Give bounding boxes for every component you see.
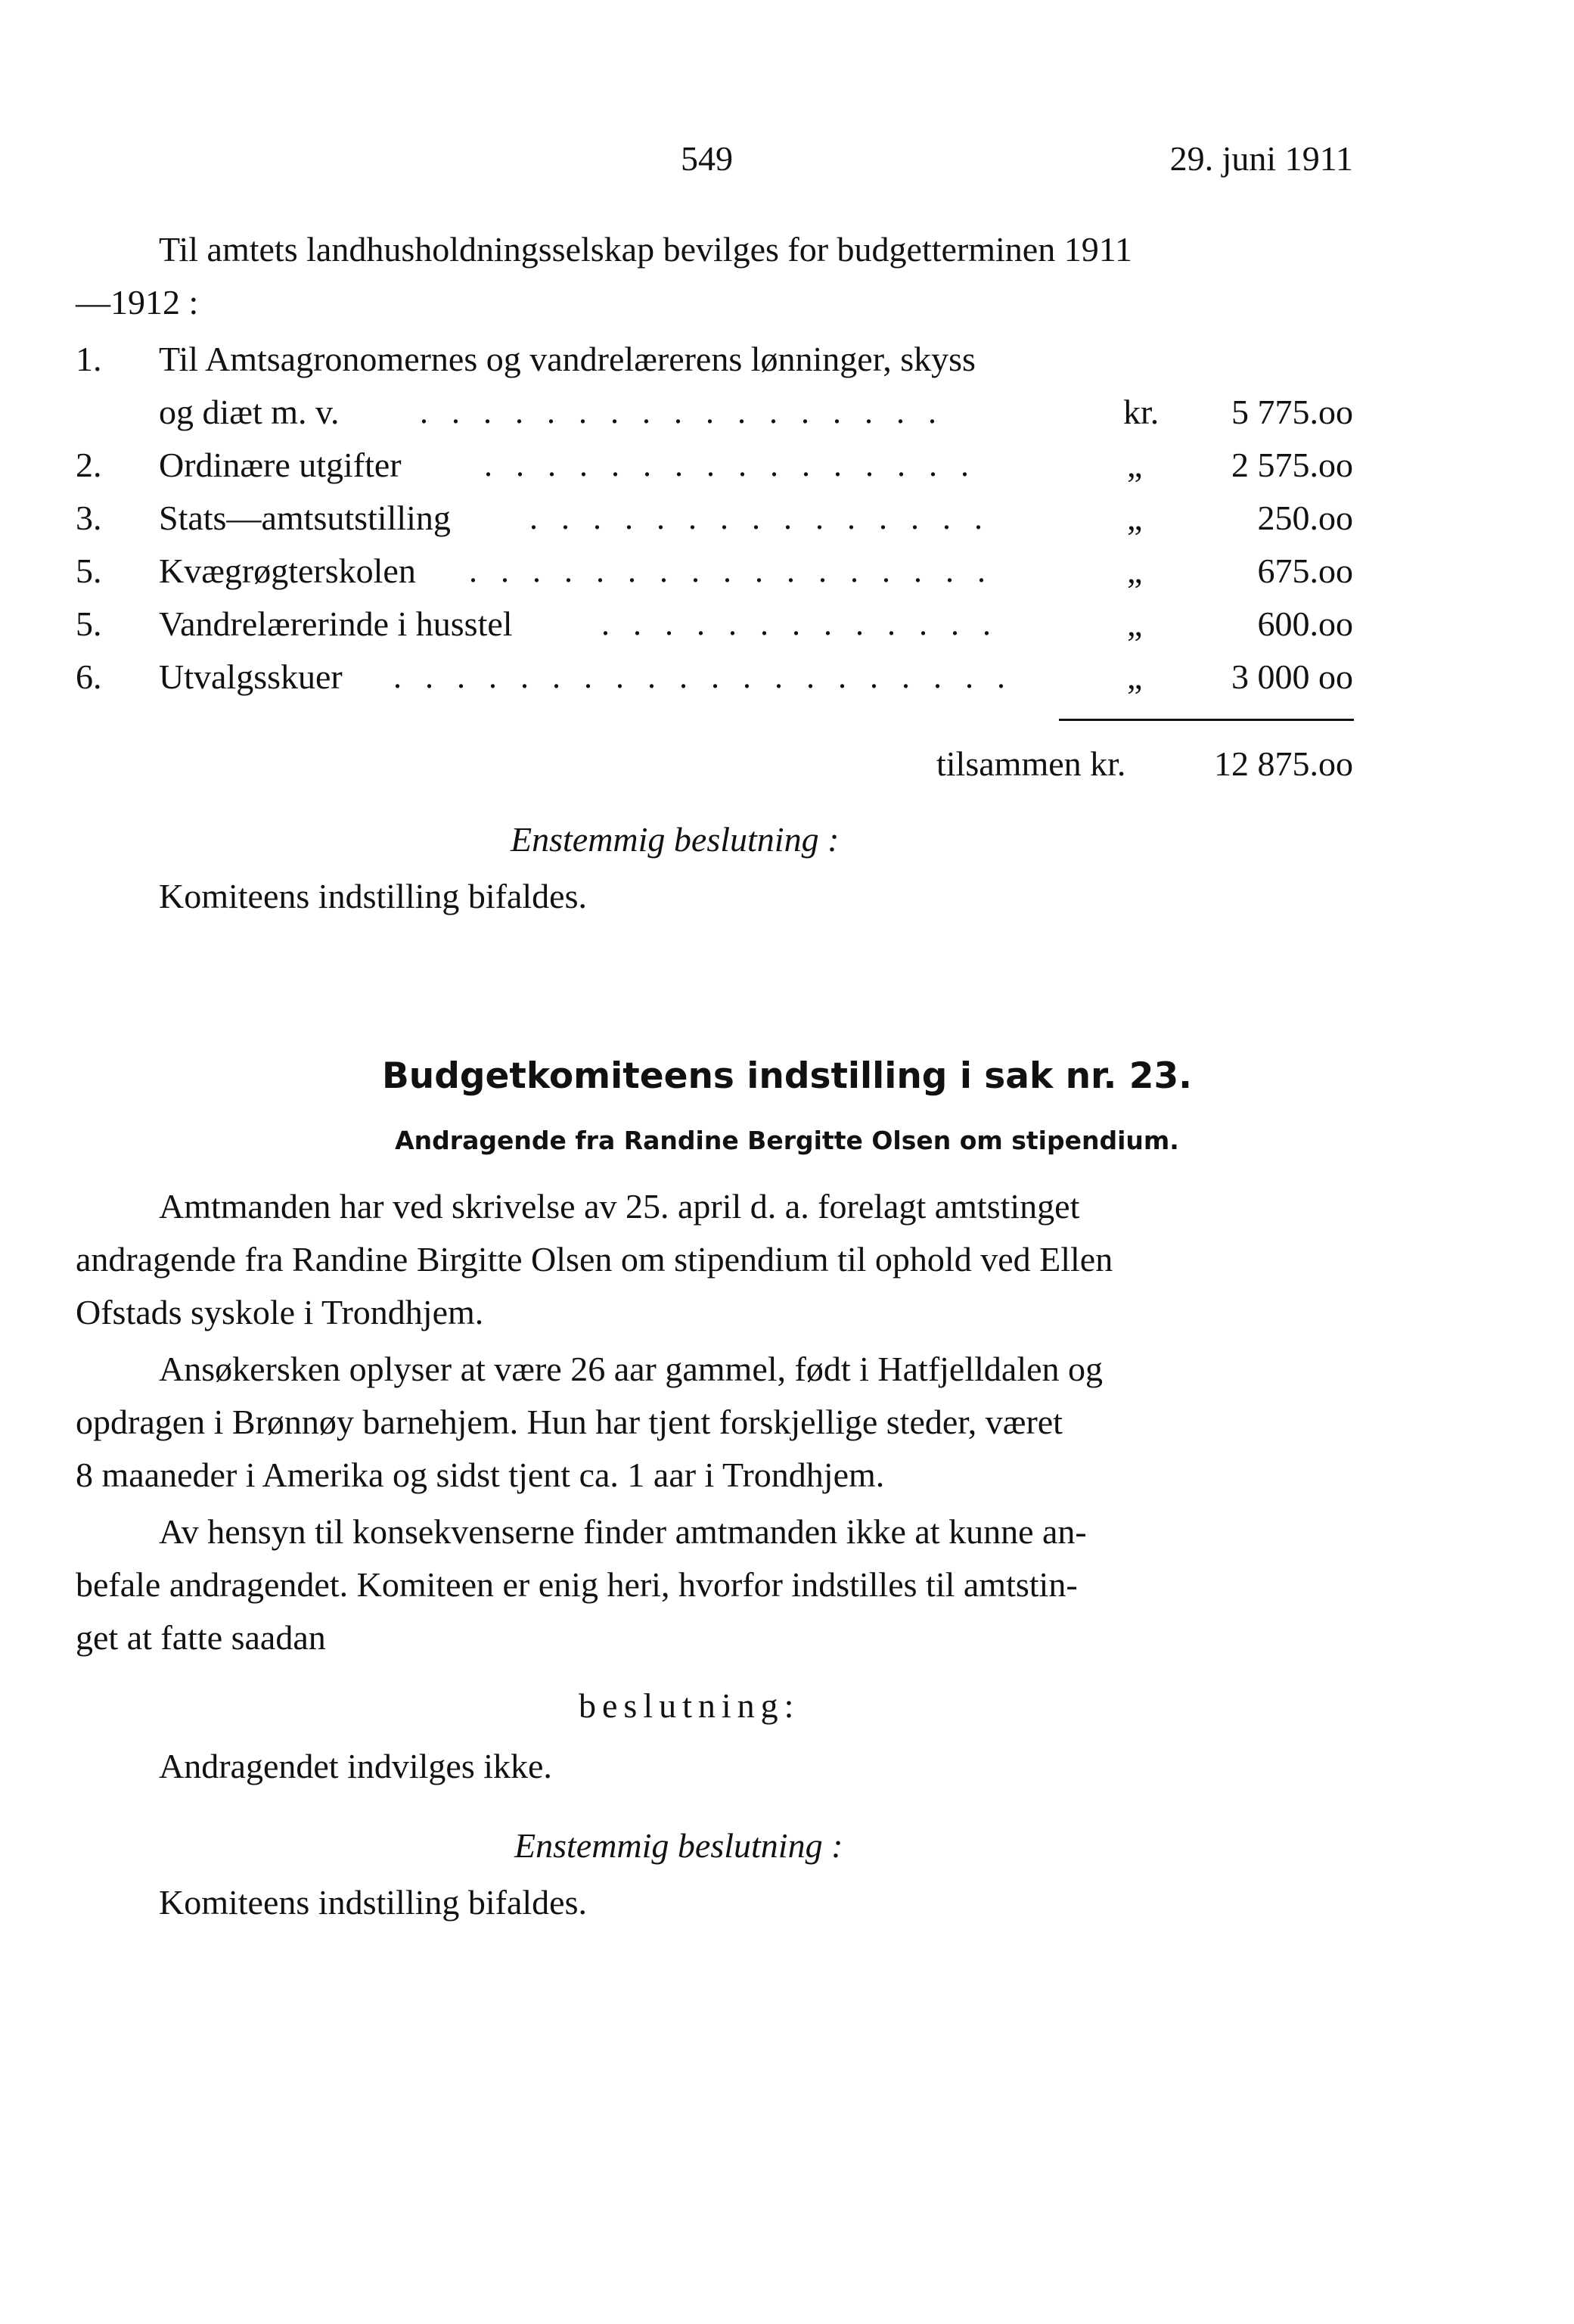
resolution-text: Andragendet indvilges ikke. <box>159 1747 552 1785</box>
item-number: 3. <box>76 499 102 537</box>
item-number: 1. <box>76 340 102 378</box>
leader-dots: . . . . . . . . . . . . . . . . . . . . <box>393 658 1013 695</box>
item-amount: 600.oo <box>1257 604 1353 643</box>
decision-heading-2: Enstemmig beslutning : <box>514 1826 843 1865</box>
item-unit: „ <box>1127 604 1143 643</box>
item-number: 2. <box>76 446 102 484</box>
decision-heading: Enstemmig beslutning : <box>511 820 840 859</box>
item-label: Til Amtsagronomernes og vandrelærerens lønninger, skyss <box>159 340 976 378</box>
item-unit: „ <box>1127 446 1143 484</box>
item-unit: kr. <box>1123 393 1160 431</box>
leader-dots: . . . . . . . . . . . . . . . . . <box>420 393 944 430</box>
item-unit: „ <box>1127 657 1143 696</box>
item-amount: 675.oo <box>1257 551 1353 590</box>
paragraph-1-line-2: andragende fra Randine Birgitte Olsen om stipendium til ophold ved Ellen <box>76 1240 1113 1279</box>
item-amount: 250.oo <box>1257 499 1353 537</box>
item-amount: 5 775.oo <box>1231 393 1353 431</box>
paragraph-3-line-3: get at fatte saadan <box>76 1618 326 1657</box>
item-amount: 3 000 oo <box>1231 657 1353 696</box>
paragraph-3-line-2: befale andragendet. Komiteen er enig heri, hvorfor indstilles til amtstin- <box>76 1565 1078 1604</box>
item-label: Kvægrøgterskolen <box>159 551 416 590</box>
section-subtitle: Andragende fra Randine Bergitte Olsen om stipendium. <box>395 1126 1179 1155</box>
paragraph-2-line-2: opdragen i Brønnøy barnehjem. Hun har tjent forskjellige steder, været <box>76 1403 1063 1441</box>
leader-dots: . . . . . . . . . . . . . . . . . <box>469 552 993 589</box>
item-label: Ordinære utgifter <box>159 446 402 484</box>
paragraph-2-line-1: Ansøkersken oplyser at være 26 aar gammel, født i Hatfjelldalen og <box>159 1350 1104 1388</box>
intro-line-1: Til amtets landhusholdningsselskap bevilges for budgetterminen 1911 <box>159 230 1133 269</box>
resolution-heading: beslutning: <box>579 1686 800 1725</box>
leader-dots: . . . . . . . . . . . . . . . <box>529 499 990 536</box>
page-date: 29. juni 1911 <box>1169 139 1353 178</box>
paragraph-1-line-3: Ofstads syskole i Trondhjem. <box>76 1293 484 1331</box>
section-title: Budgetkomiteens indstilling i sak nr. 23. <box>381 1055 1193 1097</box>
total-label: tilsammen kr. <box>936 744 1126 783</box>
item-number: 5. <box>76 551 102 590</box>
decision-text-2: Komiteens indstilling bifaldes. <box>159 1883 587 1922</box>
page-number: 549 <box>681 139 733 178</box>
intro-line-2: —1912 : <box>76 283 199 322</box>
item-unit: „ <box>1127 551 1143 590</box>
leader-dots: . . . . . . . . . . . . . . . . <box>484 446 976 483</box>
decision-text: Komiteens indstilling bifaldes. <box>159 877 587 915</box>
leader-dots: . . . . . . . . . . . . . <box>601 605 998 642</box>
total-amount: 12 875.oo <box>1214 744 1353 783</box>
item-label: Stats—amtsutstilling <box>159 499 451 537</box>
item-number: 6. <box>76 657 102 696</box>
item-label-continued: og diæt m. v. <box>159 393 340 431</box>
item-label: Utvalgsskuer <box>159 657 343 696</box>
item-unit: „ <box>1127 499 1143 537</box>
paragraph-3-line-1: Av hensyn til konsekvenserne finder amtmanden ikke at kunne an- <box>159 1512 1087 1551</box>
item-amount: 2 575.oo <box>1231 446 1353 484</box>
item-number: 5. <box>76 604 102 643</box>
item-label: Vandrelærerinde i husstel <box>159 604 513 643</box>
paragraph-1-line-1: Amtmanden har ved skrivelse av 25. april d. a. forelagt amtstinget <box>159 1187 1080 1226</box>
paragraph-2-line-3: 8 maaneder i Amerika og sidst tjent ca. 1 aar i Trondhjem. <box>76 1456 885 1494</box>
sum-rule <box>1059 719 1354 721</box>
